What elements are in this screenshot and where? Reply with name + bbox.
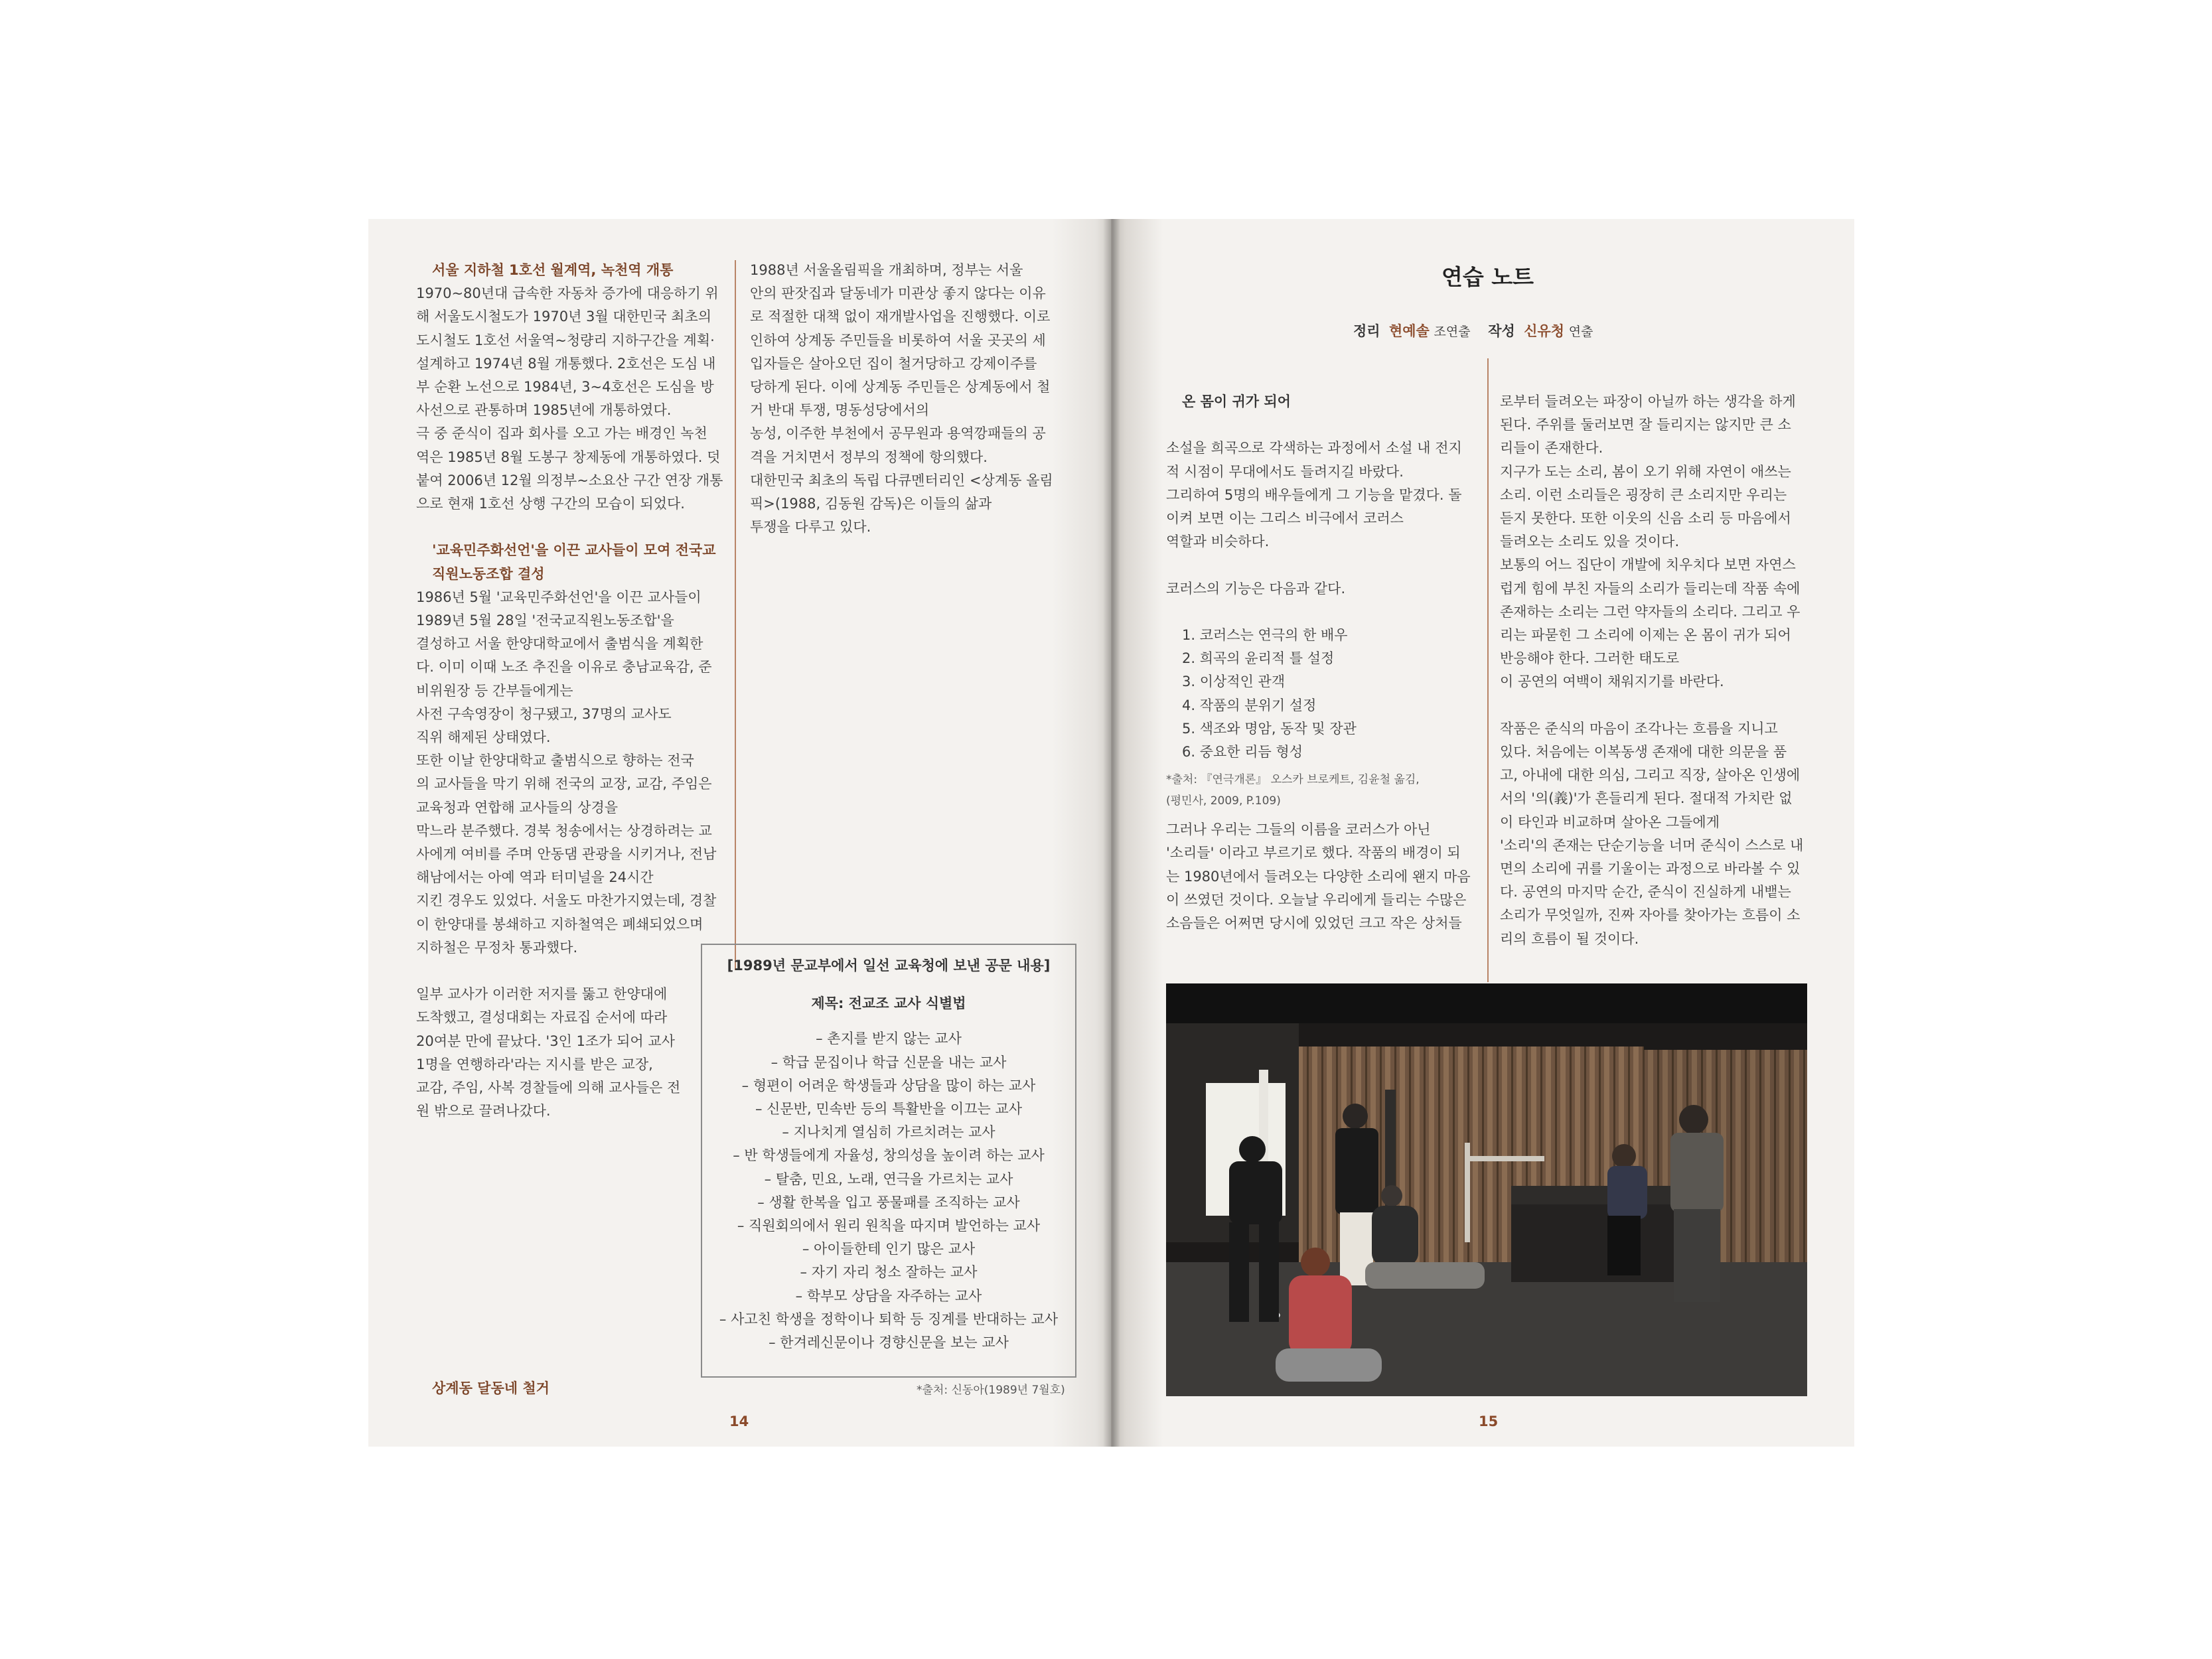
box-list-item: – 탈춤, 민요, 노래, 연극을 가르치는 교사 [764, 1171, 1013, 1187]
text-line: 도시철도 1호선 서울역~청량리 지하구간을 계획· [416, 332, 715, 348]
box-list-item: – 사고친 학생을 정학이나 퇴학 등 징계를 반대하는 교사 [719, 1311, 1059, 1327]
essay-paragraph [1500, 390, 1812, 694]
text-line: 또한 이날 한양대학교 출범식으로 향하는 전국 [416, 753, 694, 769]
text-line: 1986년 5월 '교육민주화선언'을 이끈 교사들이 [416, 589, 701, 605]
text-line: 이 공연의 여백이 채워지기를 바란다. [1500, 674, 1724, 690]
text-line: 비위원장 등 간부들에게는 [416, 682, 573, 699]
text-line: 당하게 된다. 이에 상계동 주민들은 상계동에서 철 [750, 379, 1051, 396]
section-heading: '교육민주화선언'을 이끈 교사들이 모여 전국교 [432, 542, 716, 559]
box-subtitle: 제목: 전교조 교사 식별법 [811, 995, 966, 1012]
text-line: 이 쓰였던 것이다. 오늘날 우리에게 들리는 수많은 [1166, 891, 1467, 908]
text-line: '소리'의 존재는 단순기능을 너머 준식이 스스로 내 [1500, 837, 1804, 853]
text-line: 교육청과 연합해 교사들의 상경을 [416, 799, 619, 816]
text-line: 3. 이상적인 관객 [1182, 674, 1286, 690]
text-line: 20여분 만에 끝났다. '3인 1조가 되어 교사 [416, 1033, 675, 1049]
text-line: 격을 거치면서 정부의 정책에 항의했다. [750, 449, 988, 465]
text-line: 2. 희곡의 윤리적 틀 설정 [1182, 650, 1335, 667]
text-line: 4. 작품의 분위기 설정 [1182, 697, 1317, 713]
text-line: 1. 코러스는 연극의 한 배우 [1182, 626, 1348, 643]
left-column-2 [750, 259, 1062, 539]
text-line: 입자들은 살아오던 집이 철거당하고 강제이주를 [750, 355, 1037, 372]
text-line: 인하여 상계동 주민들을 비롯하여 서울 곳곳의 세 [750, 332, 1046, 348]
text-line: 리의 흐름이 될 것이다. [1500, 930, 1639, 947]
page-number-right: 15 [1479, 1413, 1499, 1429]
text-line: 반응해야 한다. 그러한 태도로 [1500, 650, 1680, 667]
text-line: 해남에서는 아예 역과 터미널을 24시간 [416, 869, 654, 886]
text-line: 으로 현재 1호선 상행 구간의 모습이 되었다. [416, 496, 685, 512]
page-number-left: 14 [729, 1413, 749, 1429]
essay-paragraph: 코러스의 기능은 다음과 같다. [1166, 580, 1346, 597]
box-list-item: – 학부모 상담을 자주하는 교사 [795, 1287, 982, 1304]
text-line: 도착했고, 결성대회는 자료집 순서에 따라 [416, 1009, 668, 1026]
text-line: 소리가 무엇일까, 진짜 자아를 찾아가는 흐름이 소 [1500, 907, 1801, 924]
text-line: 거 반대 투쟁, 명동성당에서의 [750, 402, 930, 419]
citation: *출처: 『연극개론』 오스카 브로케트, 김윤철 옮김, [1166, 773, 1420, 787]
essay-paragraph [1166, 437, 1478, 553]
chorus-function-list [1166, 624, 1478, 764]
text-line: 이켜 보면 이는 그리스 비극에서 코러스 [1166, 510, 1404, 526]
text-line: 이 한양대를 봉쇄하고 지하철역은 폐쇄되었으며 [416, 916, 703, 932]
text-line: 픽>(1988, 김동원 감독)은 이들의 삶과 [750, 496, 992, 512]
box-header: [1989년 문교부에서 일선 교육청에 보낸 공문 내용] [727, 958, 1051, 974]
text-line: 로부터 들려오는 파장이 아닐까 하는 생각을 하게 [1500, 394, 1796, 409]
text-line: 설계하고 1974년 8월 개통했다. 2호선은 도심 내 [416, 355, 716, 372]
column-divider [735, 260, 736, 970]
text-line: 직위 해제된 상태였다. [416, 729, 551, 746]
essay-paragraph [1166, 818, 1478, 935]
text-line: 서의 '의(義)'가 흔들리게 된다. 절대적 가치란 없 [1500, 790, 1793, 807]
text-line: 의 교사들을 막기 위해 전국의 교장, 교감, 주임은 [416, 776, 712, 792]
text-line: 역은 1985년 8월 도봉구 창제동에 개통하였다. 덧 [416, 449, 721, 465]
right-column-1 [1166, 390, 1478, 935]
citation: (평민사, 2009, P.109) [1166, 794, 1281, 808]
text-line: 농성, 이주한 부천에서 공무원과 용역깡패들의 공 [750, 425, 1046, 442]
text-line: 이 타인과 비교하며 살아온 그들에게 [1500, 814, 1720, 830]
booklet-spread [368, 219, 1854, 1447]
text-line: 럽게 힘에 부친 자들의 소리가 들리는데 작품 속에 [1500, 580, 1801, 597]
text-line: '소리들' 이라고 부르기로 했다. 작품의 배경이 되 [1166, 845, 1461, 861]
text-line: 리는 파묻힌 그 소리에 이제는 온 몸이 귀가 되어 [1500, 627, 1791, 644]
text-line: 그리하여 5명의 배우들에게 그 기능을 맡겼다. 돌 [1166, 486, 1462, 503]
text-line: 소설을 희곡으로 각색하는 과정에서 소설 내 전지 [1166, 440, 1462, 457]
right-column-2 [1500, 390, 1812, 951]
box-source: *출처: 신동아(1989년 7월호) [917, 1384, 1065, 1397]
text-line: 원 밖으로 끌려나갔다. [416, 1103, 551, 1119]
text-line: 소음들은 어쩌면 당시에 있었던 크고 작은 상처들 [1166, 915, 1462, 932]
text-line: 리들이 존재한다. [1500, 440, 1603, 457]
text-line: 부 순환 노선으로 1984년, 3~4호선은 도심을 방 [416, 379, 714, 396]
text-line: 사전 구속영장이 청구됐고, 37명의 교사도 [416, 705, 672, 722]
text-line: 대한민국 최초의 독립 다큐멘터리인 <상계동 올림 [750, 472, 1053, 488]
box-list-item: – 생활 한복을 입고 풍물패를 조직하는 교사 [757, 1194, 1020, 1210]
text-line: 그러나 우리는 그들의 이름을 코러스가 아닌 [1166, 822, 1431, 838]
text-line: 1명을 연행하라'라는 지시를 받은 교장, [416, 1056, 653, 1072]
box-list-item: – 아이들한테 인기 많은 교사 [802, 1241, 976, 1258]
text-line: 6. 중요한 리듬 형성 [1182, 744, 1303, 760]
next-section-heading: 상계동 달동네 철거 [432, 1380, 550, 1396]
text-line: 지킨 경우도 있었다. 서울도 마찬가지였는데, 경찰 [416, 893, 717, 909]
text-line: 면의 소리에 귀를 기울이는 과정으로 바라볼 수 있 [1500, 861, 1801, 877]
text-line: 고, 아내에 대한 의심, 그리고 직장, 살아온 인생에 [1500, 767, 1801, 784]
credit-line: 정리 현예솔 조연출 작성 신유청 연출 [1353, 323, 1593, 339]
box-list-item: – 신문반, 민속반 등의 특활반을 이끄는 교사 [755, 1101, 1023, 1118]
left-column-1 [416, 259, 728, 1123]
text-line: 해 서울도시철도가 1970년 3월 대한민국 최초의 [416, 309, 712, 325]
text-line: 듣지 못한다. 또한 이웃의 신음 소리 등 마음에서 [1500, 510, 1791, 527]
text-line: 일부 교사가 이러한 저지를 뚫고 한양대에 [416, 986, 668, 1003]
box-list-item: – 자기 자리 청소 잘하는 교사 [800, 1264, 978, 1281]
text-line: 투쟁을 다루고 있다. [750, 519, 871, 536]
box-list-item: – 한겨레신문이나 경향신문을 보는 교사 [769, 1334, 1009, 1351]
text-line: 지구가 도는 소리, 봄이 오기 위해 자연이 애쓰는 [1500, 463, 1791, 480]
text-line: 결성하고 서울 한양대학교에서 출범식을 계획한 [416, 636, 703, 652]
text-line: 로 적절한 대책 없이 재개발사업을 진행했다. 이로 [750, 309, 1051, 325]
text-line: 사선으로 관통하며 1985년에 개통하였다. [416, 402, 672, 419]
text-line: 작품은 준식의 마음이 조각나는 흐름을 지니고 [1500, 720, 1778, 737]
text-line: 다. 공연의 마지막 순간, 준식이 진실하게 내뱉는 [1500, 884, 1791, 901]
box-list-item: – 형편이 어려운 학생들과 상담을 많이 하는 교사 [741, 1077, 1036, 1094]
text-line: 교감, 주임, 사복 경찰들에 의해 교사들은 전 [416, 1080, 681, 1096]
box-list-item: – 학급 문집이나 학급 신문을 내는 교사 [771, 1054, 1007, 1070]
text-line: 있다. 처음에는 이복동생 존재에 대한 의문을 품 [1500, 744, 1787, 760]
book-gutter [1103, 219, 1120, 1447]
section-heading-cont: 직원노동조합 결성 [432, 565, 545, 582]
section-body [416, 983, 728, 1123]
text-line: 막느라 분주했다. 경북 청송에서는 상경하려는 교 [416, 822, 712, 839]
essay-paragraph [1500, 717, 1812, 951]
page-title: 연습 노트 [1441, 264, 1534, 290]
text-line: 보통의 어느 집단이 개발에 치우치다 보면 자연스 [1500, 557, 1796, 573]
text-line: 지하철은 무정차 통과했다. [416, 939, 578, 956]
text-line: 적 시점이 무대에서도 들려지길 바랐다. [1166, 463, 1404, 480]
section-body [416, 282, 728, 516]
box-list-item: – 촌지를 받지 않는 교사 [816, 1031, 962, 1047]
box-list-item: – 반 학생들에게 자율성, 창의성을 높이려 하는 교사 [733, 1147, 1045, 1164]
text-line: 극 중 준식이 집과 회사를 오고 가는 배경인 녹천 [416, 425, 707, 442]
column-divider [1487, 358, 1489, 982]
text-line: 는 1980년에서 들려오는 다양한 소리에 왠지 마음 [1166, 868, 1471, 885]
text-line: 1988년 서울올림픽을 개최하며, 정부는 서울 [750, 262, 1023, 278]
rehearsal-photo-image [1166, 983, 1807, 1396]
box-list [702, 1027, 1075, 1354]
box-list-item: – 직원회의에서 원리 원칙을 따지며 발언하는 교사 [737, 1218, 1041, 1234]
rehearsal-photo [1166, 983, 1807, 1396]
text-line: 된다. 주위를 둘러보면 잘 들리지는 않지만 큰 소 [1500, 417, 1791, 433]
text-line: 1970~80년대 급속한 자동차 증가에 대응하기 위 [416, 285, 719, 302]
text-line: 들려오는 소리도 있을 것이다. [1500, 534, 1680, 550]
text-line: 사에게 여비를 주며 안동댐 관광을 시키거나, 전남 [416, 846, 717, 863]
text-line: 존재하는 소리는 그런 약자들의 소리다. 그리고 우 [1500, 603, 1801, 620]
text-line: 안의 판잣집과 달동네가 미관상 좋지 않다는 이유 [750, 285, 1046, 302]
essay-heading: 온 몸이 귀가 되어 [1182, 394, 1291, 409]
box-list-item: – 지나치게 열심히 가르치려는 교사 [782, 1124, 995, 1141]
section-body [750, 259, 1062, 539]
text-line: 역할과 비슷하다. [1166, 534, 1270, 550]
text-line: 소리. 이런 소리들은 굉장히 큰 소리지만 우리는 [1500, 486, 1787, 503]
section-body [416, 586, 728, 960]
document-box [701, 944, 1076, 1378]
text-line: 붙여 2006년 12월 의정부~소요산 구간 연장 개통 [416, 472, 723, 488]
text-line: 1989년 5월 28일 '전국교직원노동조합'을 [416, 613, 674, 629]
text-line: 5. 색조와 명암, 동작 및 장관 [1182, 720, 1357, 737]
text-line: 다. 이미 이때 노조 추진을 이유로 충남교육감, 준 [416, 659, 712, 676]
section-heading: 서울 지하철 1호선 월계역, 녹천역 개통 [432, 262, 674, 278]
